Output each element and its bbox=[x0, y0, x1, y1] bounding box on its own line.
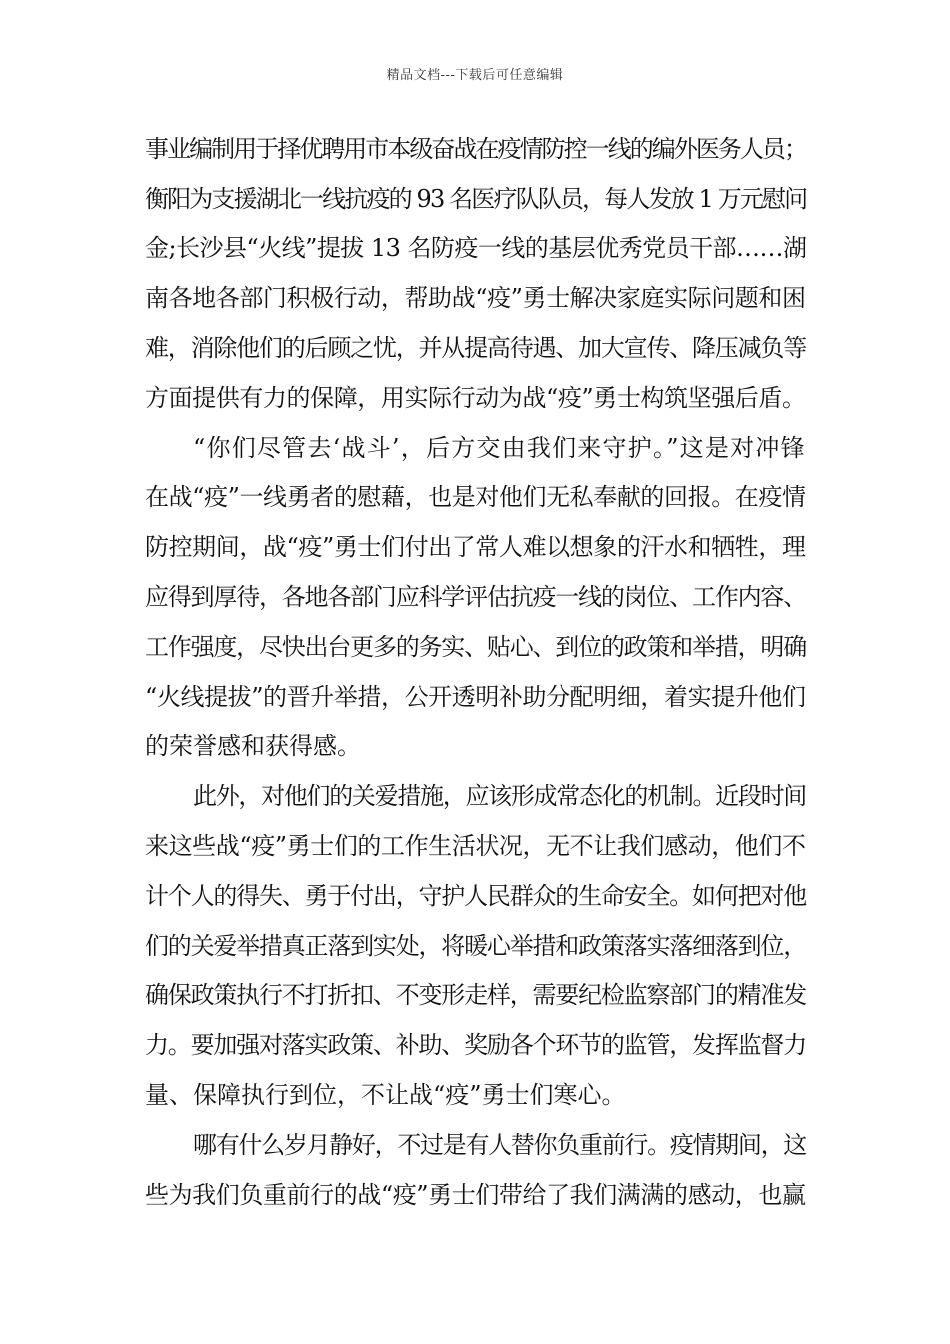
text-line: 来这些战“疫”勇士们的工作生活状况，无不让我们感动，他们不 bbox=[145, 832, 806, 860]
paragraph-first-line: 哪有什么岁月静好，不过是有人替你负重前行。疫情期间，这 bbox=[193, 1131, 806, 1159]
text-line: 应得到厚待，各地各部门应科学评估抗疫一线的岗位、工作内容、 bbox=[145, 583, 806, 611]
text-line: 工作强度，尽快出台更多的务实、贴心、到位的政策和举措，明确 bbox=[145, 633, 806, 661]
text-line: 方面提供有力的保障，用实际行动为战“疫”勇士构筑坚强后盾。 bbox=[145, 384, 806, 412]
text-line: 力。要加强对落实政策、补助、奖励各个环节的监管，发挥监督力 bbox=[145, 1031, 806, 1059]
text-line: 难，消除他们的后顾之忧，并从提高待遇、加大宣传、降压减负等 bbox=[145, 334, 806, 362]
text-line: 事业编制用于择优聘用市本级奋战在疫情防控一线的编外医务人员； bbox=[145, 135, 806, 163]
text-line: 量、保障执行到位，不让战“疫”勇士们寒心。 bbox=[145, 1081, 626, 1109]
text-line: 金;长沙县“火线”提拔 13 名防疫一线的基层优秀党员干部……湖 bbox=[145, 234, 807, 262]
paragraph-first-line: “你们尽管去‘战斗’，后方交由我们来守护。”这是对冲锋 bbox=[193, 434, 806, 462]
text-line: 衡阳为支援湖北一线抗疫的 93 名医疗队队员，每人发放 1 万元慰问 bbox=[145, 185, 807, 213]
text-line: 们的关爱举措真正落到实处，将暖心举措和政策落实落细落到位， bbox=[145, 932, 806, 960]
page-header: 精品文档---下载后可任意编辑 bbox=[386, 68, 564, 83]
text-line: 防控期间，战“疫”勇士们付出了常人难以想象的汗水和牺牲，理 bbox=[145, 533, 806, 561]
paragraph-first-line: 此外，对他们的关爱措施，应该形成常态化的机制。近段时间 bbox=[193, 782, 806, 810]
text-line: 些为我们负重前行的战“疫”勇士们带给了我们满满的感动，也赢 bbox=[145, 1181, 806, 1209]
text-line: 在战“疫”一线勇者的慰藉，也是对他们无私奉献的回报。在疫情 bbox=[145, 483, 806, 511]
text-line: 确保政策执行不打折扣、不变形走样，需要纪检监察部门的精准发 bbox=[145, 981, 806, 1009]
text-line: “火线提拔”的晋升举措，公开透明补助分配明细，着实提升他们 bbox=[145, 683, 806, 711]
text-line: 的荣誉感和获得感。 bbox=[145, 732, 361, 760]
text-line: 计个人的得失、勇于付出，守护人民群众的生命安全。如何把对他 bbox=[145, 882, 806, 910]
text-line: 南各地各部门积极行动，帮助战“疫”勇士解决家庭实际问题和困 bbox=[145, 284, 806, 312]
